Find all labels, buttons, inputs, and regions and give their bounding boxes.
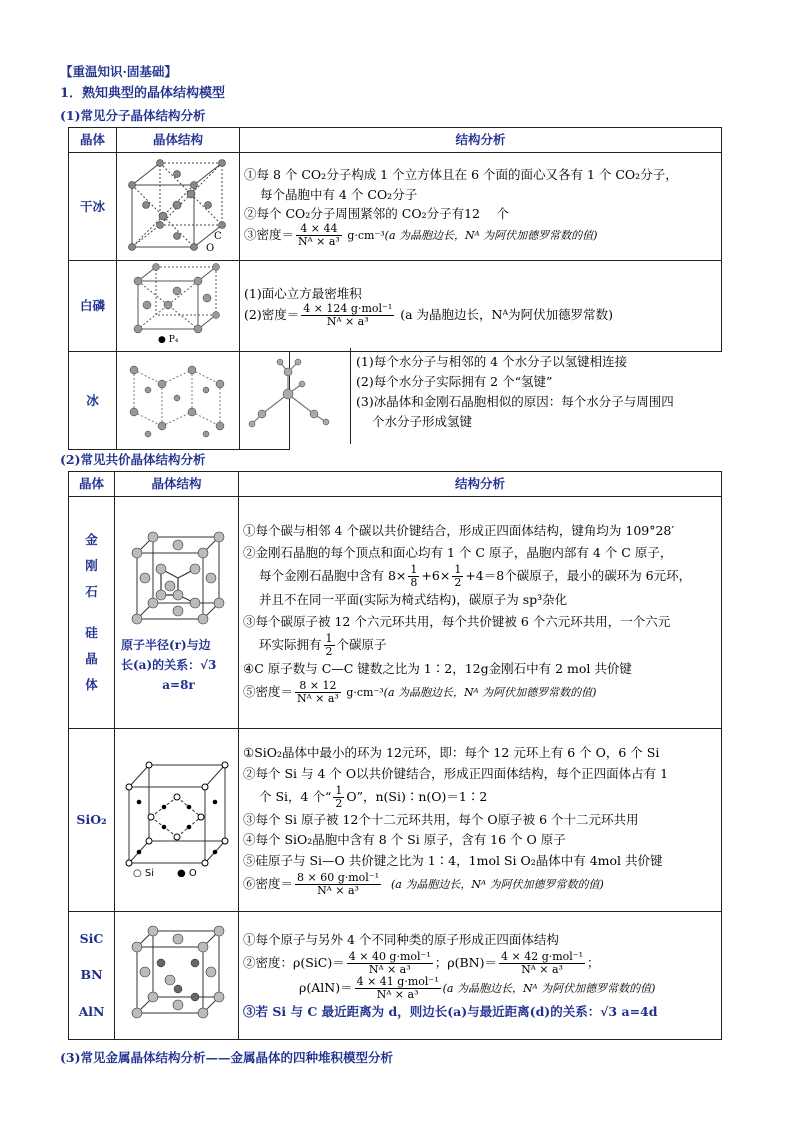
text-line: (2)每个水分子实际拥有 2 个“氢键” xyxy=(356,374,553,389)
fig-legend-si: ○ Si xyxy=(132,868,154,878)
density-formula: ⑤密度＝ $\frac{8 \times 12}{\text{Nᴬ × a³}}$ g·cm⁻³(a 为晶胞边长，Nᴬ 为阿伏加德罗常数的值) xyxy=(243,678,597,705)
text-line: ⑤硅原子与 Si—O 共价键之比为 1∶4，1mol Si O₂晶体中有 4mol 共价键 xyxy=(243,852,663,868)
text-line: ④C 原子数与 C—C 键数之比为 1∶2，12g金刚石中有 2 mol 共价键 xyxy=(243,660,632,676)
label-white-phosphorus: 白磷 xyxy=(69,261,117,351)
sio2-structure-figure xyxy=(115,729,239,912)
density-formula: ρ(AlN)＝ $\frac{\text{4 × 41 g·mol⁻¹}}{\text{Nᴬ × a³}}$ (a 为晶胞边长，Nᴬ 为阿伏加德罗常数的值) xyxy=(299,974,656,1001)
label-dry-ice: 干冰 xyxy=(69,153,117,261)
col-analysis: 结构分析 xyxy=(239,472,722,497)
dry-ice-structure-figure xyxy=(117,153,240,261)
text-line: ①SiO₂晶体中最小的环为 12元环，即：每个 12 元环上有 6 个 O，6 个 Si xyxy=(243,745,660,761)
section1-title: (1)常见分子晶体结构分析 xyxy=(60,108,206,123)
text-line: (1)面心立方最密堆积 xyxy=(244,285,362,301)
text-line: ①每个碳与相邻 4 个碳以共价键结合，形成正四面体结构，键角均为 109°28′ xyxy=(243,523,675,539)
section2-title: (2)常见共价晶体结构分析 xyxy=(60,452,206,467)
row-dry-ice xyxy=(69,153,722,261)
text-line: 个 Si，4 个“ $\frac{1}{2}$ O”，n(Si)∶n(O)＝1∶2 xyxy=(259,783,488,810)
fig-legend-o: ● O xyxy=(176,868,197,878)
sio2-analysis xyxy=(239,729,722,912)
water-molecule-figure xyxy=(240,351,290,449)
text-line: ①每 8 个 CO₂分子构成 1 个立方体且在 6 个面的面心又各有 1 个 CO₂分子， xyxy=(244,167,678,183)
sic-structure-figure xyxy=(115,912,239,1040)
text-line: (3)冰晶体和金刚石晶胞相似的原因：每个水分子与周围四 xyxy=(356,394,674,409)
ice-analysis xyxy=(356,352,718,432)
section3-title: (3)常见金属晶体结构分析——金属晶体的四种堆积模型分析 xyxy=(60,1050,394,1065)
ice-lattice-figure xyxy=(117,351,240,449)
row-diamond xyxy=(69,497,722,729)
text-line: ②每个 CO₂分子周围紧邻的 CO₂分子有12 个 xyxy=(244,205,509,221)
label-sic-bn-aln: SiC BN AlN xyxy=(69,912,115,1040)
sic-analysis xyxy=(239,912,722,1040)
text-line: 个水分子形成氢键 xyxy=(372,414,473,429)
label-ice: 冰 xyxy=(69,351,117,449)
label-sio2: SiO₂ xyxy=(69,729,115,912)
text-line: ①每个原子与另外 4 个不同种类的原子形成正四面体结构 xyxy=(243,932,559,948)
col-crystal: 晶体 xyxy=(69,472,115,497)
fig-label-p4: ● P₄ xyxy=(158,335,179,344)
text-line: ②每个 Si 与 4 个 O以共价键结合，形成正四面体结构，每个正四面体占有 1 xyxy=(243,766,669,782)
text-line: 并且不在同一平面(实际为椅式结构)，碳原子为 sp³杂化 xyxy=(259,592,568,608)
text-line: (1)每个水分子与相邻的 4 个水分子以氢键相连接 xyxy=(356,354,628,369)
fig-label-c: C xyxy=(214,231,222,242)
row-sic xyxy=(69,912,722,1040)
fig-label-o: O xyxy=(206,243,215,253)
col-structure: 晶体结构 xyxy=(115,472,239,497)
radius-edge-relation: 原子半径(r)与边 长(a)的关系：√3 a=8r xyxy=(121,637,217,693)
page-title: 1．熟知典型的晶体结构模型 xyxy=(60,86,226,101)
dry-ice-analysis xyxy=(240,153,722,261)
density-formula: ⑥密度＝ $\frac{\text{8 × 60 g·mol⁻¹}}{\text{Nᴬ × a³}}$ (a 为晶胞边长，Nᴬ 为阿伏加德罗常数的值) xyxy=(243,870,604,897)
col-crystal: 晶体 xyxy=(69,128,117,153)
covalent-crystal-table xyxy=(68,471,722,1040)
density-formula: ③密度＝ $\frac{4 \times 44}{\text{Nᴬ × a³}}$ g·cm⁻³(a 为晶胞边长，Nᴬ 为阿伏加德罗常数的值) xyxy=(244,222,598,249)
col-structure: 晶体结构 xyxy=(117,128,240,153)
row-sio2 xyxy=(69,729,722,912)
text-line: 每个金刚石晶胞中含有 8× $\frac{1}{8}$ +6× $\frac{1}{2}$ +4＝8个碳原子，最小的碳环为 6元环， xyxy=(259,563,692,590)
text-line: ④每个 SiO₂晶胞中含有 8 个 Si 原子，含有 16 个 O 原子 xyxy=(243,832,566,848)
text-line: 每个晶胞中有 4 个 CO₂分子 xyxy=(260,186,418,202)
section-tag: 【重温知识·固基础】 xyxy=(60,64,177,79)
col-analysis: 结构分析 xyxy=(240,128,722,153)
label-diamond-silicon: 金 刚 石 硅 晶 体 xyxy=(69,497,115,729)
white-phosphorus-analysis xyxy=(240,261,722,351)
text-line: ③每个 Si 原子被 12个十二元环共用，每个 O原子被 6 个十二元环共用 xyxy=(243,811,639,827)
white-phosphorus-figure xyxy=(117,261,240,351)
density-formula: ②密度：ρ(SiC)＝ $\frac{\text{4 × 40 g·mol⁻¹}}{\text{Nᴬ × a³}}$ ；ρ(BN)＝ $\frac{\text{4 × 42 g·mol⁻¹}}{\text{Nᴬ × a³}}$ ； xyxy=(243,949,600,976)
text-line: ②金刚石晶胞的每个顶点和面心均有 1 个 C 原子，晶胞内部有 4 个 C 原子， xyxy=(243,545,673,561)
text-line: 环实际拥有 $\frac{1}{2}$ 个碳原子 xyxy=(259,631,387,658)
text-line: ③每个碳原子被 12 个六元环共用，每个共价键被 6 个六元环共用，一个六元 xyxy=(243,613,671,629)
diamond-analysis xyxy=(239,497,722,729)
density-formula: (2)密度＝ $\frac{\text{4 × 124 g·mol⁻¹}}{\text{Nᴬ × a³}}$ (a 为晶胞边长，Nᴬ为阿伏加德罗常数) xyxy=(244,302,614,329)
diamond-structure-figure xyxy=(115,497,239,729)
edge-distance-relation: ③若 Si 与 C 最近距离为 d，则边长(a)与最近距离(d)的关系：√3 a=4d xyxy=(243,1003,658,1019)
row-white-phosphorus xyxy=(69,261,722,351)
